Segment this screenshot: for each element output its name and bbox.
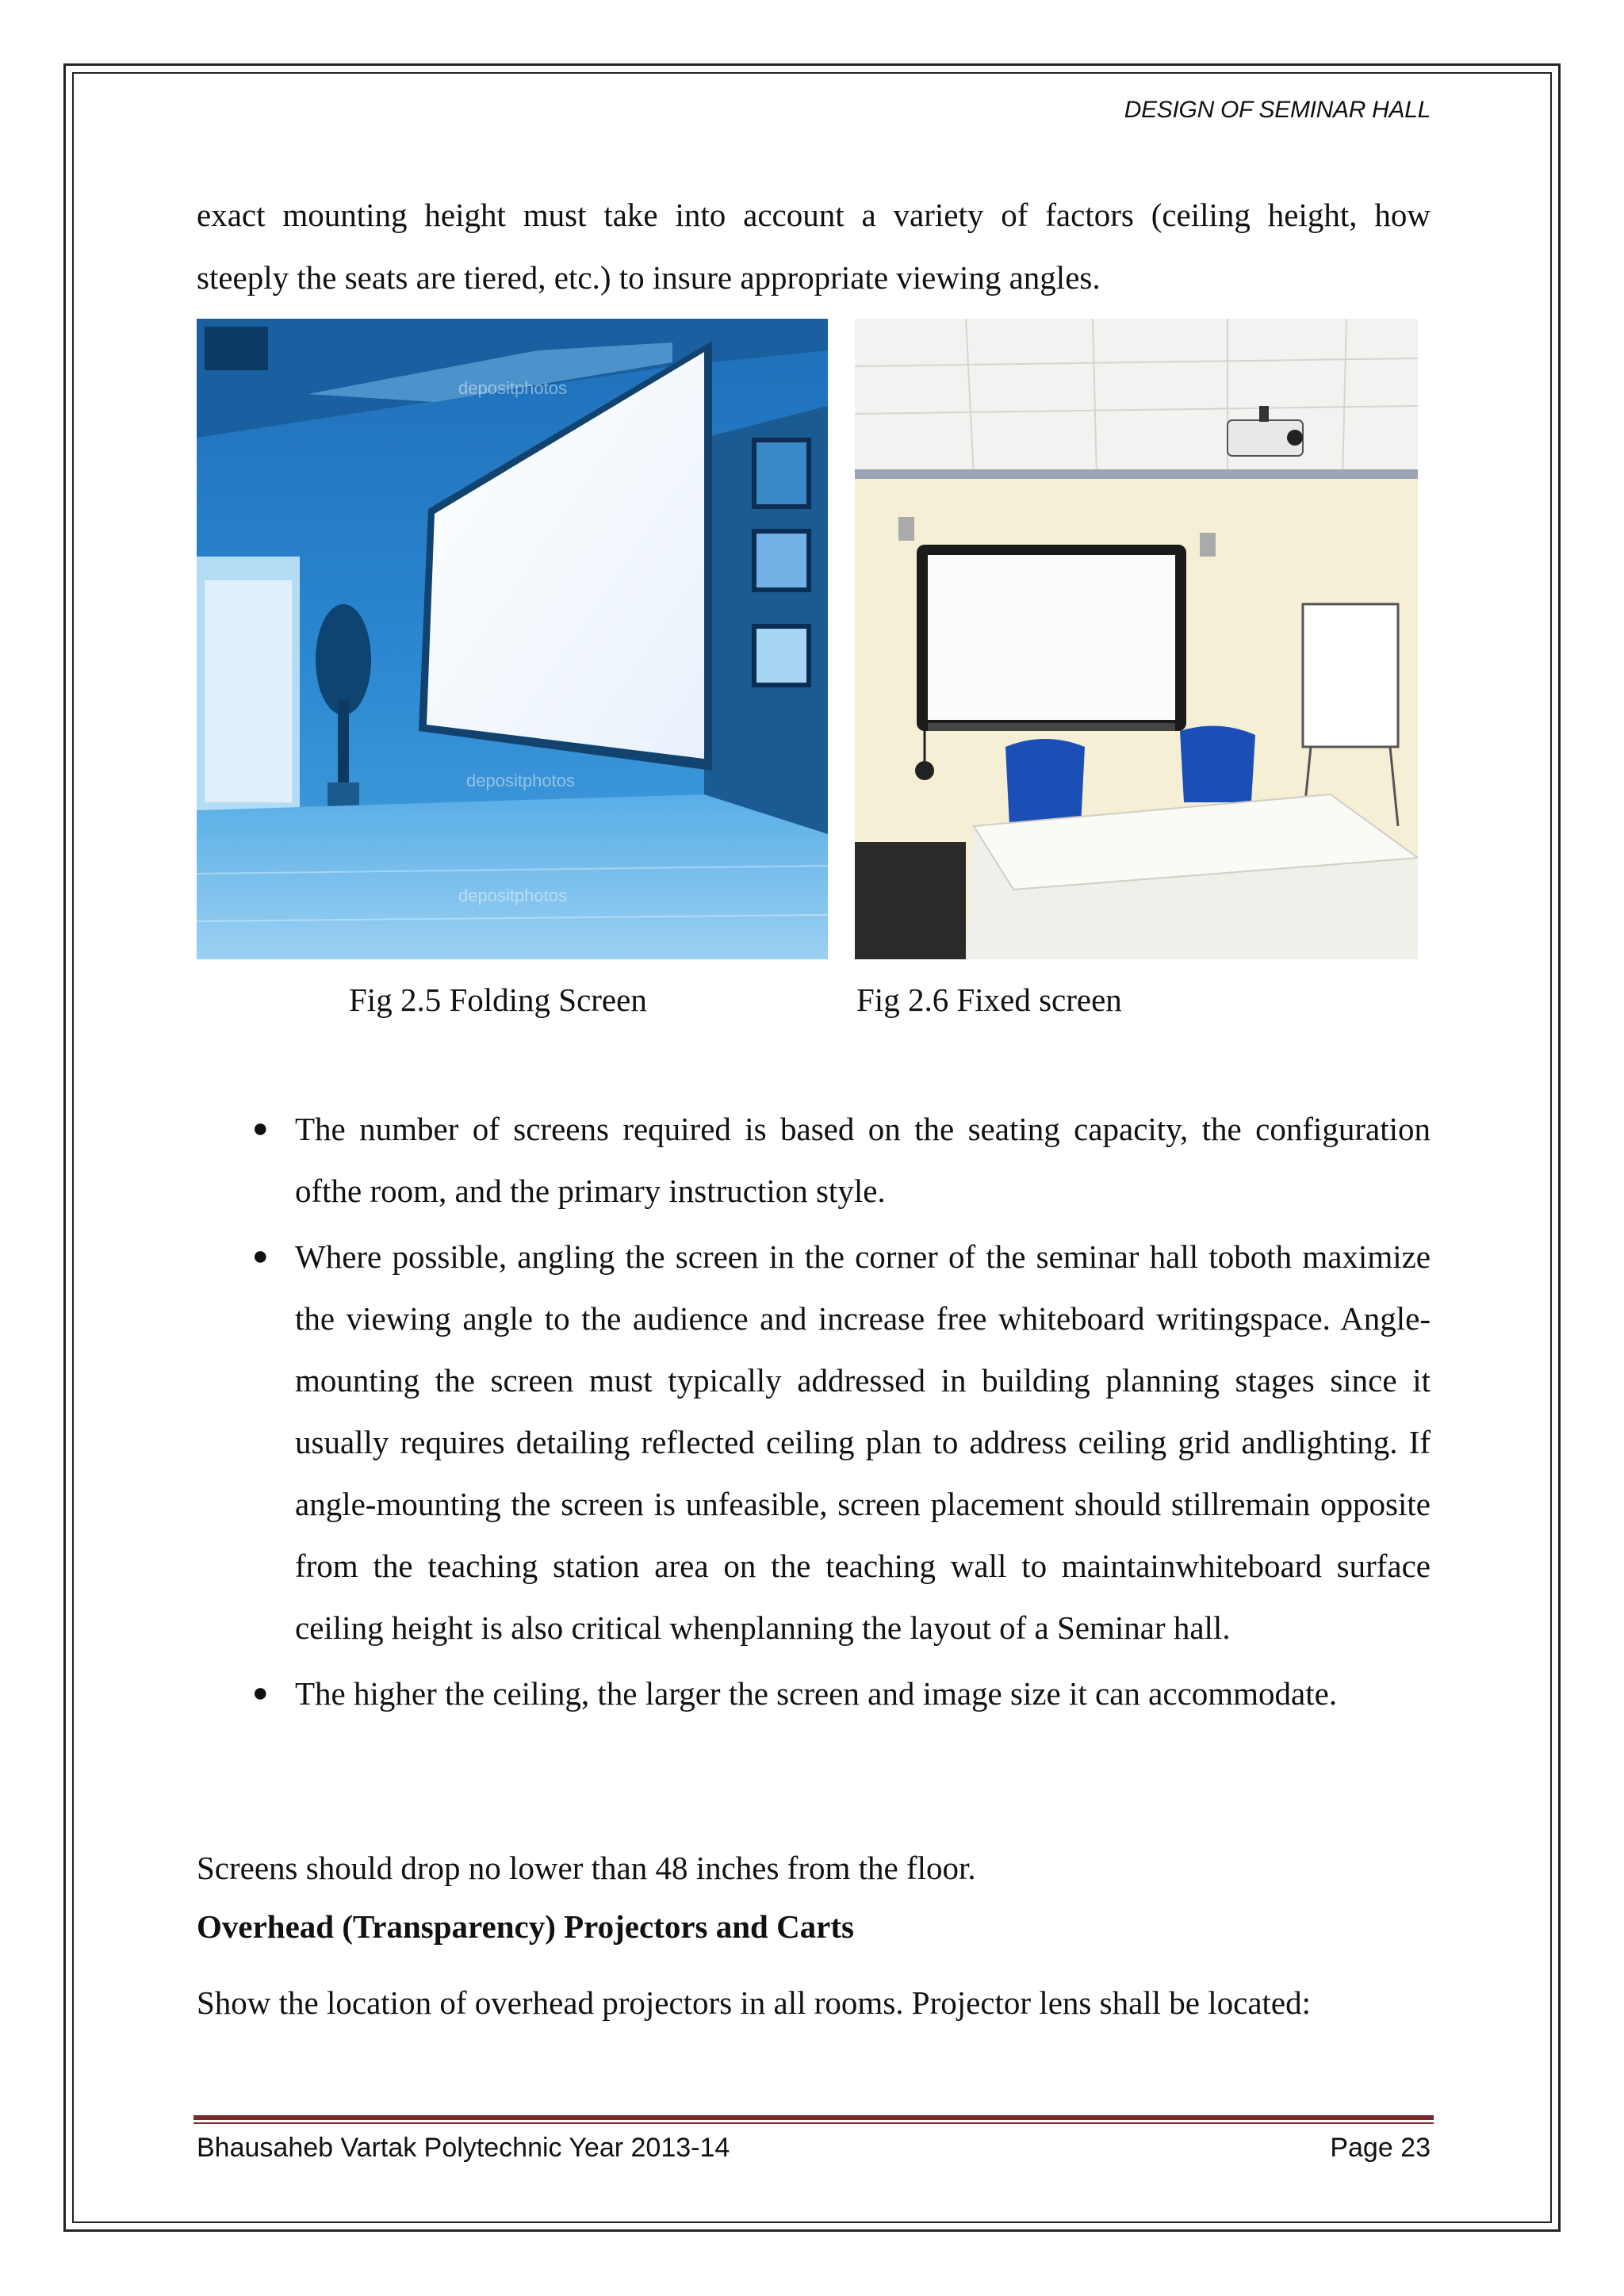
screens-note: Screens should drop no lower than 48 inches from the floor.: [197, 1850, 976, 1886]
svg-text:depositphotos: depositphotos: [466, 771, 575, 790]
bullet-text: Where possible, angling the screen in the corner of the seminar hall toboth maximize the viewing angle to the audience and increase free whiteboard writingspace. Angle-mounting the screen must typically addressed in building planning stages since it usually requires detailing reflected ceiling plan to address ceiling grid andlighting. If angle-mounting the screen is unfeasible, screen placement should stillremain opposite from the teaching station area on the teaching wall to maintainwhiteboard surface ceiling height is also critical whenplanning the layout of a Seminar hall.: [295, 1238, 1431, 1646]
footer-rule-thin: [193, 2122, 1434, 2124]
section-text: Show the location of overhead projectors in all rooms. Projector lens shall be located:: [197, 1984, 1312, 2021]
list-item: [197, 1098, 1431, 1222]
page-number: Page 23: [1330, 2133, 1431, 2163]
list-item: [197, 1226, 1431, 1659]
bullet-text: The higher the ceiling, the larger the screen and image size it can accommodate.: [295, 1675, 1338, 1712]
section-heading: Overhead (Transparency) Projectors and Carts: [197, 1908, 854, 1945]
figure-caption-fixed-screen: Fig 2.6 Fixed screen: [856, 982, 1122, 1018]
bullet-dot: ●: [252, 1678, 269, 1708]
figure-caption-folding-screen: Fig 2.5 Folding Screen: [349, 982, 647, 1018]
fixed-screen-photo: [855, 319, 1418, 959]
intro-line-2: steeply the seats are tiered, etc.) to insure appropriate viewing angles.: [197, 259, 1101, 296]
bullet-dot: ●: [252, 1242, 269, 1271]
bullet-text: The number of screens required is based on the seating capacity, the configuration ofthe room, and the primary instruction style.: [295, 1111, 1431, 1209]
svg-text:depositphotos: depositphotos: [458, 886, 567, 905]
folding-screen-photo: [197, 319, 828, 959]
bullet-dot: ●: [252, 1114, 269, 1143]
list-item: [197, 1663, 1431, 1724]
running-header: DESIGN OF SEMINAR HALL: [1124, 97, 1431, 123]
footer-rule: [193, 2115, 1434, 2120]
intro-line-1: exact mounting height must take into account a variety of factors (ceiling height, how: [197, 197, 1431, 233]
footer-institution: Bhausaheb Vartak Polytechnic Year 2013-14: [197, 2133, 730, 2163]
bullet-list: [197, 1098, 1431, 1728]
watermark-text: depositphotos: [458, 378, 567, 398]
